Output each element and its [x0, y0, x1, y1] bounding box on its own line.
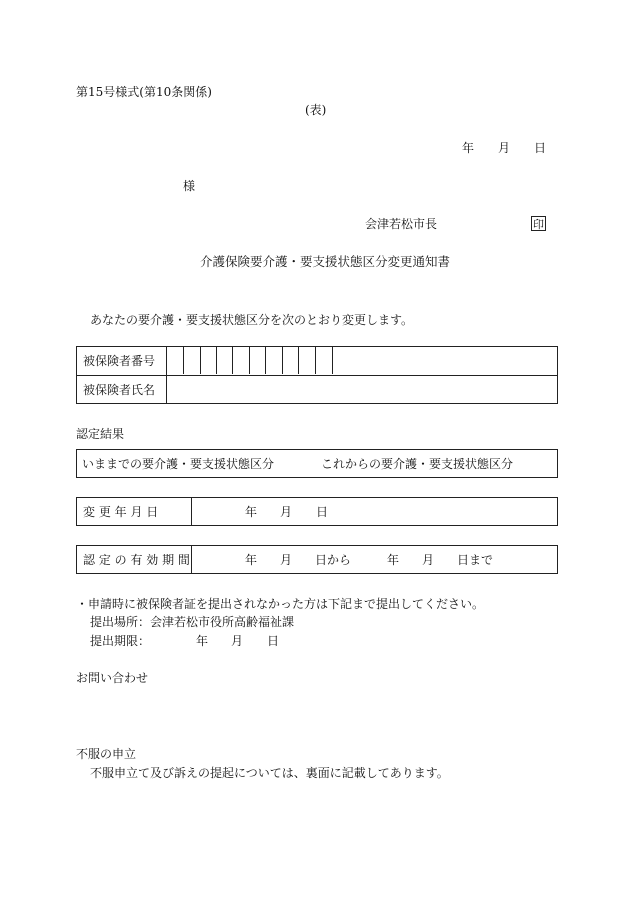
- insured-table: [76, 346, 558, 404]
- form-number: 第15号様式(第10条関係): [76, 85, 212, 99]
- validity-from-year: 年: [245, 553, 258, 567]
- number-box-divider: [282, 347, 283, 374]
- validity-from-month: 月: [280, 553, 293, 567]
- deadline-day: 日: [267, 634, 280, 648]
- deadline-year: 年: [196, 634, 209, 648]
- validity-divider: [191, 546, 192, 573]
- date-day: 日: [534, 141, 547, 155]
- issuer-name: 会津若松市長: [365, 217, 438, 231]
- change-date-box: [76, 497, 558, 526]
- inquiry-heading: お問い合わせ: [76, 671, 149, 685]
- change-date-day: 日: [316, 505, 329, 519]
- number-box-divider: [216, 347, 217, 374]
- certification-heading: 認定結果: [76, 427, 125, 441]
- care-level-box: [76, 449, 558, 478]
- number-box-divider: [183, 347, 184, 374]
- deadline-month: 月: [231, 634, 244, 648]
- side-label: (表): [305, 103, 327, 117]
- number-box-divider: [332, 347, 333, 374]
- validity-to-year: 年: [387, 553, 400, 567]
- validity-to-month: 月: [422, 553, 435, 567]
- validity-to-day: 日まで: [457, 553, 494, 567]
- objection-heading: 不服の申立: [76, 747, 137, 761]
- number-box-divider: [315, 347, 316, 374]
- date-year: 年: [462, 141, 475, 155]
- prev-care-level-label: いままでの要介護・要支援状態区分: [82, 457, 275, 471]
- validity-period-box: [76, 545, 558, 574]
- submission-deadline-label: 提出期限：: [90, 634, 151, 648]
- change-date-year: 年: [245, 505, 258, 519]
- date-month: 月: [498, 141, 511, 155]
- seal-stamp: 印: [533, 217, 544, 231]
- validity-label: 認 定 の 有 効 期 間: [83, 553, 190, 567]
- addressee-honorific: 様: [183, 179, 196, 193]
- insured-table-label-divider: [166, 347, 167, 403]
- number-box-divider: [298, 347, 299, 374]
- insured-table-divider: [77, 375, 557, 376]
- change-date-label: 変 更 年 月 日: [83, 505, 159, 519]
- submission-notice: ・申請時に被保険者証を提出されなかった方は下記まで提出してください。: [76, 597, 485, 611]
- insured-name-label: 被保険者氏名: [83, 383, 156, 397]
- insured-number-label: 被保険者番号: [83, 354, 156, 368]
- validity-from-day: 日から: [315, 553, 352, 567]
- submission-place: 提出場所：会津若松市役所高齢福祉課: [90, 615, 295, 629]
- number-box-divider: [249, 347, 250, 374]
- change-date-month: 月: [280, 505, 293, 519]
- document-title: 介護保険要介護・要支援状態区分変更通知書: [200, 254, 451, 269]
- change-date-divider: [191, 498, 192, 525]
- number-box-divider: [200, 347, 201, 374]
- number-box-divider: [232, 347, 233, 374]
- next-care-level-label: これからの要介護・要支援状態区分: [321, 457, 514, 471]
- intro-text: あなたの要介護・要支援状態区分を次のとおり変更します。: [90, 313, 414, 327]
- objection-text: 不服申立て及び訴えの提起については、裏面に記載してあります。: [90, 766, 449, 780]
- number-box-divider: [265, 347, 266, 374]
